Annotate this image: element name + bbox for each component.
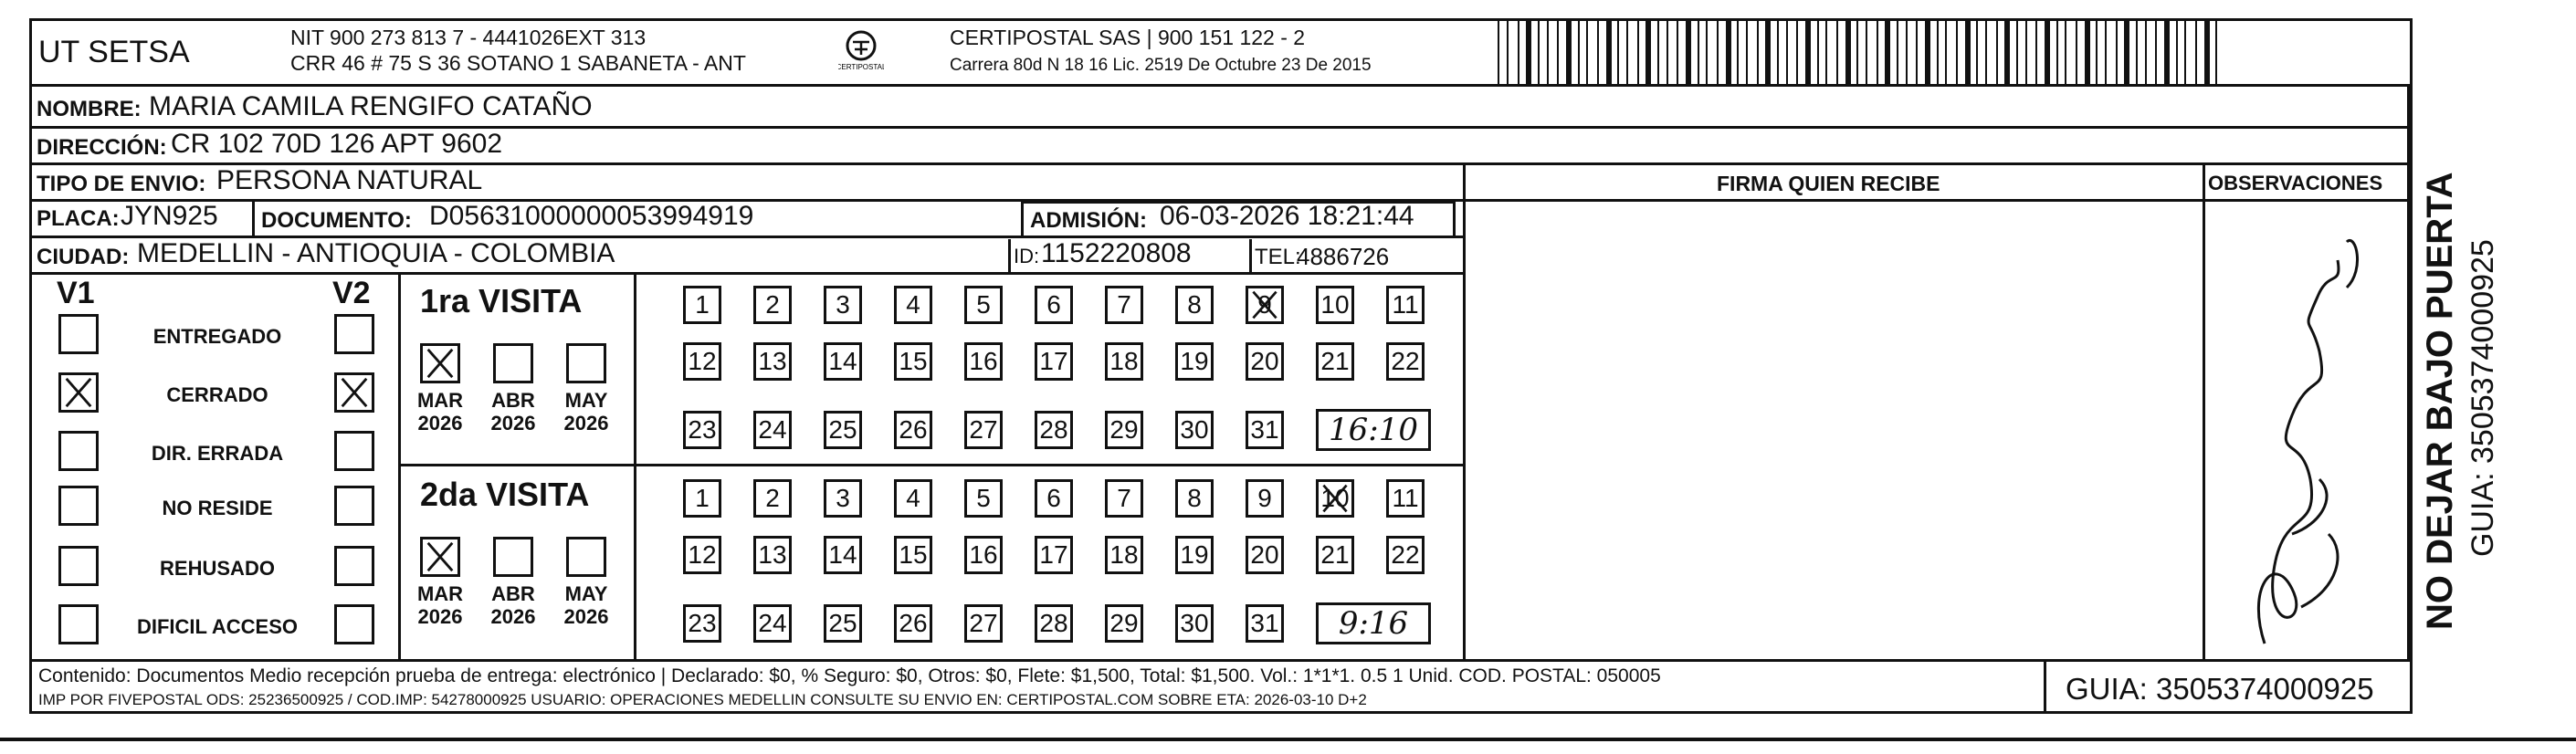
month-year: 2026 <box>490 605 536 629</box>
status-label: REHUSADO <box>160 557 275 580</box>
day-box[interactable] <box>1175 604 1214 643</box>
v2-checkbox[interactable] <box>334 604 374 644</box>
no-dejar-warning: NO DEJAR BAJO PUERTA <box>2420 172 2460 630</box>
day-box[interactable] <box>1386 286 1425 324</box>
day-number: 31 <box>1250 415 1279 444</box>
day-box[interactable] <box>1105 286 1143 324</box>
status-label: ENTREGADO <box>152 325 282 348</box>
recipient-signature <box>2210 205 2402 657</box>
day-number: 19 <box>1180 347 1209 375</box>
day-box[interactable] <box>1246 479 1284 518</box>
day-box[interactable] <box>964 286 1003 324</box>
day-box[interactable] <box>1175 479 1214 518</box>
v2-checkbox[interactable] <box>334 314 374 354</box>
day-box[interactable] <box>964 342 1003 381</box>
day-number: 27 <box>969 609 998 637</box>
day-box[interactable] <box>894 604 932 643</box>
day-box[interactable] <box>1175 536 1214 574</box>
month-name: ABR <box>491 582 535 605</box>
side-guia: GUIA: 3505374000925 <box>2466 239 2500 557</box>
day-number: 1 <box>695 484 710 512</box>
day-number: 6 <box>1046 484 1061 512</box>
day-box[interactable] <box>1246 411 1284 449</box>
day-box[interactable] <box>824 286 862 324</box>
visit-time-box[interactable] <box>1316 409 1431 451</box>
day-number: 8 <box>1187 290 1202 319</box>
day-number: 16 <box>969 540 998 569</box>
placa-label: PLACA: <box>37 206 120 231</box>
placa-value: JYN925 <box>121 201 218 231</box>
month-year: 2026 <box>563 605 609 629</box>
day-number: 17 <box>1039 540 1068 569</box>
day-number: 18 <box>1109 540 1139 569</box>
day-box[interactable] <box>683 604 721 643</box>
day-number: 22 <box>1391 347 1420 375</box>
v1-checkbox[interactable] <box>58 546 99 586</box>
day-number: 9 <box>1257 484 1272 512</box>
imp-line: IMP POR FIVEPOSTAL ODS: 25236500925 / COD.IMP: 54278000925 USUARIO: OPERACIONES MEDELLIN CONSULTE SU ENVIO EN: CERTIPOSTAL.COM SOBRE ETA: 2026-03-10 D+2 <box>38 691 1367 708</box>
day-number: 26 <box>899 609 928 637</box>
day-box[interactable] <box>894 411 932 449</box>
nombre-value: MARIA CAMILA RENGIFO CATAÑO <box>149 91 593 121</box>
ciudad-value: MEDELLIN - ANTIOQUIA - COLOMBIA <box>137 238 615 268</box>
day-box[interactable] <box>824 479 862 518</box>
day-box[interactable] <box>1386 342 1425 381</box>
day-number: 10 <box>1320 484 1350 512</box>
day-box[interactable] <box>894 342 932 381</box>
day-box[interactable] <box>824 411 862 449</box>
day-box[interactable] <box>1316 342 1354 381</box>
day-box[interactable] <box>964 411 1003 449</box>
direccion-value: CR 102 70D 126 APT 9602 <box>171 129 503 159</box>
visit-time-box[interactable] <box>1316 602 1431 644</box>
day-box[interactable] <box>1246 342 1284 381</box>
day-number: 20 <box>1250 540 1279 569</box>
day-number: 24 <box>758 609 787 637</box>
day-box[interactable] <box>683 479 721 518</box>
day-number: 14 <box>828 347 857 375</box>
day-number: 30 <box>1180 415 1209 444</box>
barcode <box>1498 18 2228 84</box>
month-name: MAR <box>416 389 464 412</box>
day-box[interactable] <box>964 604 1003 643</box>
day-number: 10 <box>1320 290 1350 319</box>
admision-label: ADMISIÓN: <box>1030 208 1147 233</box>
month-name: MAR <box>416 582 464 605</box>
day-box[interactable] <box>753 411 792 449</box>
v2-checkbox[interactable] <box>334 372 374 413</box>
day-number: 28 <box>1039 609 1068 637</box>
v1-checkbox[interactable] <box>58 372 99 413</box>
day-number: 8 <box>1187 484 1202 512</box>
day-box[interactable] <box>1386 536 1425 574</box>
tel-value: 4886726 <box>1297 243 1390 270</box>
license-line: Carrera 80d N 18 16 Lic. 2519 De Octubre 23 De 2015 <box>950 56 1372 75</box>
month-checkbox[interactable] <box>493 537 533 577</box>
day-box[interactable] <box>683 342 721 381</box>
day-box[interactable] <box>1105 411 1143 449</box>
day-number: 13 <box>758 540 787 569</box>
day-number: 29 <box>1109 415 1139 444</box>
visit-time: 9:16 <box>1338 605 1409 642</box>
day-number: 7 <box>1117 290 1131 319</box>
footer-guia: GUIA: 3505374000925 <box>2066 672 2374 706</box>
firma-header: FIRMA QUIEN RECIBE <box>1717 172 1940 195</box>
month-label <box>559 582 614 629</box>
day-number: 5 <box>976 290 991 319</box>
day-number: 19 <box>1180 540 1209 569</box>
day-number: 5 <box>976 484 991 512</box>
day-number: 21 <box>1320 347 1350 375</box>
day-box[interactable] <box>1105 536 1143 574</box>
tel-label: TEL: <box>1255 245 1301 269</box>
guide-frame <box>29 18 2413 714</box>
day-number: 17 <box>1039 347 1068 375</box>
day-number: 24 <box>758 415 787 444</box>
month-checkbox[interactable] <box>566 537 606 577</box>
v2-label: V2 <box>332 276 371 310</box>
month-name: MAY <box>564 389 608 412</box>
tipo-envio-label: TIPO DE ENVIO: <box>37 172 206 196</box>
day-check-mark <box>1319 482 1351 515</box>
month-name: MAY <box>564 582 608 605</box>
v1-checkbox[interactable] <box>58 604 99 644</box>
v2-checkbox[interactable] <box>334 546 374 586</box>
day-number: 1 <box>695 290 710 319</box>
day-box[interactable] <box>1105 342 1143 381</box>
day-box[interactable] <box>1035 536 1073 574</box>
direccion-label: DIRECCIÓN: <box>37 135 167 160</box>
day-number: 11 <box>1392 290 1419 319</box>
day-box[interactable] <box>1316 479 1354 518</box>
day-box[interactable] <box>683 536 721 574</box>
day-number: 7 <box>1117 484 1131 512</box>
carrier-line: CERTIPOSTAL SAS | 900 151 122 - 2 <box>950 26 1306 49</box>
day-check-mark <box>1248 288 1281 321</box>
nit-line: NIT 900 273 813 7 - 4441026EXT 313 <box>290 26 647 49</box>
day-box[interactable] <box>1175 286 1214 324</box>
status-label: CERRADO <box>166 383 268 406</box>
address-line: CRR 46 # 75 S 36 SOTANO 1 SABANETA - ANT <box>290 51 746 75</box>
month-year: 2026 <box>417 412 463 435</box>
day-box[interactable] <box>824 342 862 381</box>
day-number: 15 <box>899 347 928 375</box>
day-number: 23 <box>688 415 717 444</box>
day-box[interactable] <box>753 342 792 381</box>
status-label: NO RESIDE <box>162 497 273 519</box>
day-box[interactable] <box>894 536 932 574</box>
day-box[interactable] <box>894 286 932 324</box>
day-number: 13 <box>758 347 787 375</box>
day-number: 9 <box>1257 290 1272 319</box>
day-box[interactable] <box>753 479 792 518</box>
v2-checkbox[interactable] <box>334 486 374 526</box>
day-number: 18 <box>1109 347 1139 375</box>
day-box[interactable] <box>1035 342 1073 381</box>
day-box[interactable] <box>824 536 862 574</box>
day-box[interactable] <box>964 479 1003 518</box>
day-number: 25 <box>828 415 857 444</box>
day-box[interactable] <box>683 286 721 324</box>
day-number: 31 <box>1250 609 1279 637</box>
day-box[interactable] <box>1035 479 1073 518</box>
day-box[interactable] <box>1246 604 1284 643</box>
day-box[interactable] <box>1175 411 1214 449</box>
visit-title: 1ra VISITA <box>420 282 583 319</box>
month-checkbox[interactable] <box>566 343 606 383</box>
month-year: 2026 <box>490 412 536 435</box>
day-number: 2 <box>765 484 780 512</box>
svg-text:CERTIPOSTAL: CERTIPOSTAL <box>838 63 884 71</box>
documento-value: D05631000000053994919 <box>429 201 754 231</box>
month-label <box>413 389 468 435</box>
day-number: 22 <box>1391 540 1420 569</box>
month-checkbox[interactable] <box>420 343 460 383</box>
day-number: 2 <box>765 290 780 319</box>
ciudad-label: CIUDAD: <box>37 245 130 269</box>
day-number: 3 <box>836 484 850 512</box>
day-number: 27 <box>969 415 998 444</box>
month-label <box>486 582 541 629</box>
day-box[interactable] <box>1105 479 1143 518</box>
day-number: 4 <box>906 290 920 319</box>
day-box[interactable] <box>1105 604 1143 643</box>
certipostal-logo <box>838 27 884 75</box>
day-number: 14 <box>828 540 857 569</box>
v1-checkbox[interactable] <box>58 431 99 471</box>
day-number: 12 <box>688 347 717 375</box>
month-checkbox[interactable] <box>493 343 533 383</box>
day-box[interactable] <box>753 604 792 643</box>
month-label <box>486 389 541 435</box>
status-label: DIR. ERRADA <box>151 442 284 465</box>
day-number: 26 <box>899 415 928 444</box>
day-number: 12 <box>688 540 717 569</box>
visit-time: 16:10 <box>1329 412 1418 448</box>
tipo-envio-value: PERSONA NATURAL <box>216 165 483 195</box>
day-box[interactable] <box>1035 604 1073 643</box>
day-box[interactable] <box>1316 536 1354 574</box>
status-label: DIFICIL ACCESO <box>136 615 298 638</box>
day-number: 25 <box>828 609 857 637</box>
day-box[interactable] <box>753 536 792 574</box>
day-box[interactable] <box>1316 286 1354 324</box>
day-box[interactable] <box>1246 536 1284 574</box>
month-checkbox[interactable] <box>420 537 460 577</box>
day-number: 4 <box>906 484 920 512</box>
day-number: 30 <box>1180 609 1209 637</box>
day-number: 29 <box>1109 609 1139 637</box>
day-box[interactable] <box>894 479 932 518</box>
id-label: ID: <box>1014 245 1040 267</box>
nombre-label: NOMBRE: <box>37 97 142 121</box>
day-number: 6 <box>1046 290 1061 319</box>
visit-title: 2da VISITA <box>420 476 590 513</box>
day-box[interactable] <box>1035 411 1073 449</box>
documento-label: DOCUMENTO: <box>261 208 412 233</box>
day-box[interactable] <box>753 286 792 324</box>
contenido-line: Contenido: Documentos Medio recepción prueba de entrega: electrónico | Declarado: $0, % Seguro: $0, Otros: $0, Flete: $1,500, Total: $1,500. Vol.: 1*1*1. 0.5 1 Unid. COD. POSTAL: 050005 <box>38 665 1661 686</box>
id-value: 1152220808 <box>1041 238 1192 268</box>
month-label <box>413 582 468 629</box>
month-label <box>559 389 614 435</box>
admision-value: 06-03-2026 18:21:44 <box>1160 201 1414 231</box>
observaciones-header: OBSERVACIONES <box>2208 172 2383 194</box>
day-number: 3 <box>836 290 850 319</box>
day-box[interactable] <box>824 604 862 643</box>
v2-checkbox[interactable] <box>334 431 374 471</box>
v1-checkbox[interactable] <box>58 486 99 526</box>
day-number: 20 <box>1250 347 1279 375</box>
v1-label: V1 <box>57 276 95 310</box>
day-number: 28 <box>1039 415 1068 444</box>
day-number: 11 <box>1392 484 1419 512</box>
company-name: UT SETSA <box>38 35 190 69</box>
day-number: 21 <box>1320 540 1350 569</box>
day-box[interactable] <box>1175 342 1214 381</box>
day-number: 16 <box>969 347 998 375</box>
day-box[interactable] <box>964 536 1003 574</box>
day-box[interactable] <box>1386 479 1425 518</box>
v1-checkbox[interactable] <box>58 314 99 354</box>
month-name: ABR <box>491 389 535 412</box>
day-number: 15 <box>899 540 928 569</box>
day-box[interactable] <box>1035 286 1073 324</box>
day-number: 23 <box>688 609 717 637</box>
month-year: 2026 <box>563 412 609 435</box>
day-box[interactable] <box>683 411 721 449</box>
month-year: 2026 <box>417 605 463 629</box>
day-box[interactable] <box>1246 286 1284 324</box>
